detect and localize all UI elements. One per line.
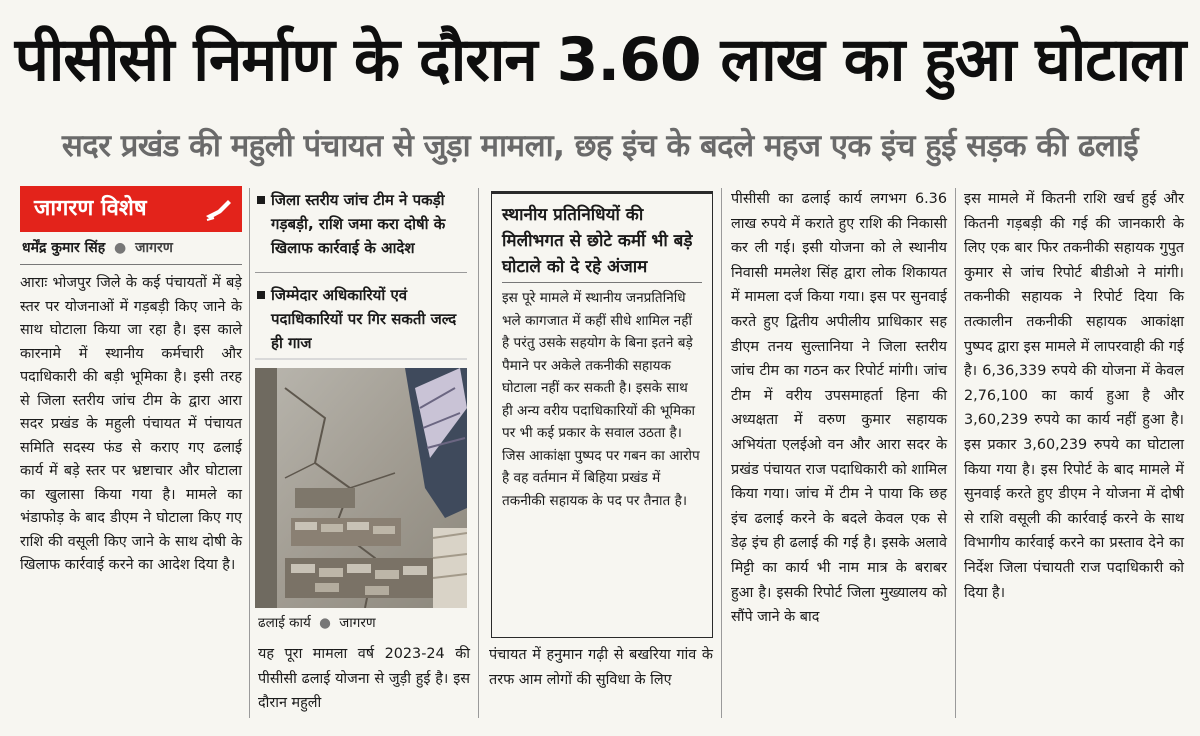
box-divider (502, 282, 702, 283)
box-story (491, 191, 713, 638)
column-divider (721, 188, 722, 718)
caption-separator: ● (319, 615, 331, 631)
highlights-bottom-rule (255, 358, 467, 360)
jagran-vishesh-badge (20, 186, 242, 232)
headline: पीसीसी निर्माण के दौरान 3.60 लाख का हुआ घोटाला (14, 25, 1186, 95)
photo-caption (258, 614, 376, 632)
column-divider (955, 188, 956, 718)
publication-name: जागरण (135, 240, 173, 256)
column4-text: पीसीसी का ढलाई कार्य लगभग 6.36 लाख रुपये में कराते हुए राशि की निकासी कर ली गई। इसी योजना को ले स्थानीय निवासी ममलेश सिंह द्वारा लोक शिकायत में मामला दर्ज किया गया। इस पर सुनवाई करते हुए द्वितीय अपीलीय प्राधिकार सह डीएम तनय सुल्तानिया ने जिला स्तरीय जांच टीम का गठन कर रिपोर्ट मांगी। जांच टीम में वरीय उपसमाहर्ता हिना की अध्यक्षता में वरुण कुमार सहायक अभियंता एलईओ वन और आरा सदर के प्रखंड पंचायत राज पदाधिकारी को शामिल किया गया। जांच में टीम ने पाया कि छह इंच ढलाई करने के बदले केवल एक से डेढ़ इंच ही ढलाई की गई है। इसके अलावे मिट्टी का कार्य भी नाम मात्र के बराबर हुआ है। इसकी रिपोर्ट जिला मुख्यालय को सौंपे जाने के बाद (731, 191, 947, 626)
column3-bottom-text: पंचायत में हनुमान गढ़ी से बखरिया गांव के तरफ आम लोगों की सुविधा के लिए (489, 647, 713, 688)
article-column-5 (964, 187, 1184, 605)
highlights-box (255, 188, 467, 367)
caption-credit: जागरण (339, 615, 376, 631)
pen-hand-icon (204, 196, 232, 222)
byline (22, 238, 173, 258)
badge-label: जागरण विशेष (34, 196, 147, 221)
column5-text: इस मामले में कितनी राशि खर्च हुई और कितनी गड़बड़ी की गई की जानकारी के लिए एक बार फिर तकनीकी सहायक गुपुत कुमार से जांच रिपोर्ट बीडीओ ने मांगी। तकनीकी सहायक ने रिपोर्ट दिया कि तत्कालीन तकनीकी सहायक आकांक्षा पुष्पद द्वारा इस मामले में लापरवाही की गई है। 6,36,339 रुपये की योजना में केवल 2,76,100 का कार्य हुआ है और 3,60,239 रुपये का कार्य नहीं हुआ है। इस प्रकार 3,60,239 रुपये का घोटाला किया गया है। इस रिपोर्ट के बाद मामले में सुनवाई करते हुए डीएम ने योजना में दोषी से राशि वसूली की कार्रवाई करने के साथ विभागीय कार्रवाई करने का प्रस्ताव देने का निर्देश जिला पंचायती राज पदाधिकारी को दिया है। (964, 191, 1184, 601)
box-heading: स्थानीय प्रतिनिधियों की मिलीभगत से छोटे कर्मी भी बड़े घोटाले को दे रहे अंजाम (502, 205, 693, 277)
author-name: धर्मेंद्र कुमार सिंह (22, 240, 106, 256)
article-column-3-bottom (489, 643, 713, 692)
column-divider (249, 188, 250, 718)
article-column-1 (20, 272, 242, 578)
column2-bottom-text: यह पूरा मामला वर्ष 2023-24 की पीसीसी ढलाई योजना से जुड़ी हुई है। इस दौरान महुली (258, 646, 470, 711)
byline-divider (20, 264, 242, 265)
highlight-divider (255, 272, 467, 273)
box-body: इस पूरे मामले में स्थानीय जनप्रतिनिधि भले कागजात में कहीं सीधे शामिल नहीं है परंतु उसके सहयोग के बिना इतने बड़े पैमाने पर अकेले तकनीकी सहायक घोटाला नहीं कर सकती है। इसके साथ ही अन्य वरीय पदाधिकारियों की भूमिका पर भी कई प्रकार के सवाल उठता है। जिस आकांक्षा पुष्पद पर गबन का आरोप है वह वर्तमान में बिहिया प्रखंड में तकनीकी सहायक के पद पर तैनात है। (502, 290, 700, 509)
road-damage-photo (255, 368, 467, 608)
caption-text: ढलाई कार्य (258, 615, 311, 631)
subheadline: सदर प्रखंड की महुली पंचायत से जुड़ा मामला, छह इंच के बदले महज एक इंच हुई सड़क की ढलाई (61, 128, 1139, 164)
byline-separator: ● (114, 240, 127, 256)
column1-text: आराः भोजपुर जिले के कई पंचायतों में बड़े स्तर पर योजनाओं में गड़बड़ी किए जाने के साथ घोटाला किया जा रहा है। इस काले कारनामे में स्थानीय कर्मचारी और पदाधिकारी की बड़ी भूमिका है। इसी तरह से जिला स्तरीय जांच टीम के द्वारा आरा सदर प्रखंड के महुली पंचायत में पंचायत समिति सदस्य फंड से कराए गए ढलाई कार्य में बड़े स्तर पर भ्रष्टाचार और घोटाला का खुलासा किया गया है। मामले का भंडाफोड़ के बाद डीएम ने घोटाला किए गए राशि की वसूली किए जाने के साथ दोषी के खिलाफ कार्रवाई करने का आदेश दिया है। (20, 275, 242, 573)
highlight-item: जिला स्तरीय जांच टीम ने पकड़ी गड़बड़ी, राशि जमा करा दोषी के खिलाफ कार्रवाई के आदेश (255, 188, 467, 260)
article-column-4 (731, 187, 947, 630)
article-column-2-bottom (258, 642, 470, 716)
highlight-item: जिम्मेदार अधिकारियों एवं पदाधिकारियों पर गिर सकती जल्द ही गाज (255, 283, 467, 355)
column-divider (478, 188, 479, 718)
